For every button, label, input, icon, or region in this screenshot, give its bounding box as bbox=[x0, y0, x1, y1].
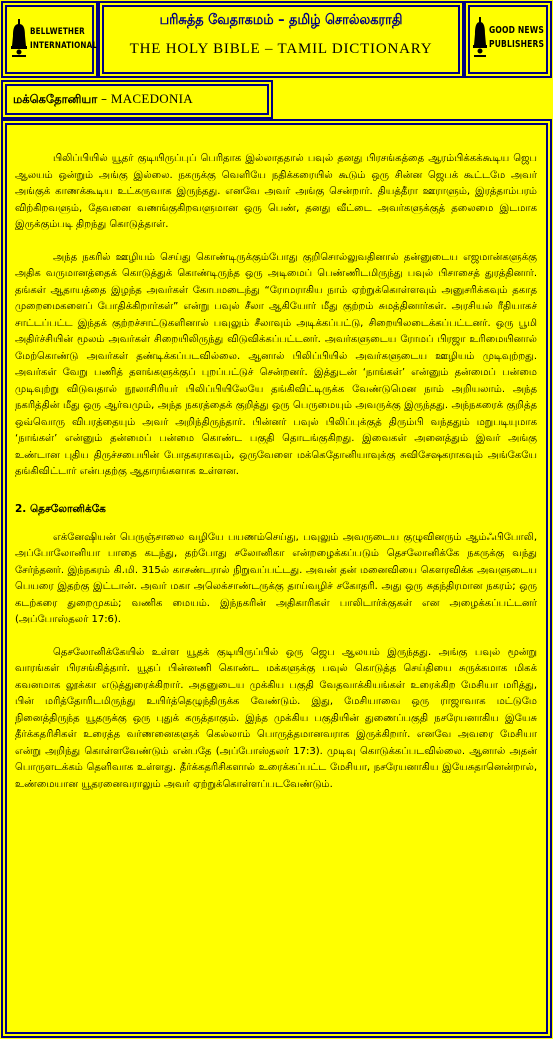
good-news-logo bbox=[472, 17, 553, 59]
entry-title bbox=[13, 91, 193, 108]
paragraph-2: அந்த நகரில் ஊழியம் செய்து கொண்டிருக்கும்போது குறிசொல்லுவதினால் தன்னுடைய எஜமான்களுக்கு அதிக வருமானத்தைக் கொடுத்துக் கொண்டிருந்த ஒரு அடிமைப் பெண்ணிடமிருந்து பவுல் பிசாசைத் துரத்தினார். தங்கள் ஆதாயத்தை இழந்த அவர்கள் கோபமடைந்து “ரோமராகிய நாம் ஏற்றுக்கொள்ளவும் அனுசரிக்கவும் தகாத முறைமைகளைப் போதிக்கிறார்கள்” என்று பவுல் சீலா ஆகியோர் மீது குற்றம் சுமத்தினார்கள். அரசியல் ரீதியாகச் சாட்டப்பட்ட இந்தக் குற்றச்சாட்டுகளினால் பவுலும் சீலாவும் அடிக்கப்பட்டு, சிறையிலடைக்கப்பட்டனர். ஒரு பூமி அதிர்ச்சியின் மூலம் அவர்கள் சிறையிலிருந்து விடுவிக்கப்பட்டனர். அவர்களுடைய ரோமப் பிரஜா உரிமையினால் மேற்கொண்டு அவர்கள் தண்டிக்கப்படவில்லை. ஆனால் பிலிப்பியில் அவர்களுடைய ஊழியம் முடிவுற்றது. அவர்கள் வேறு பணித் தளங்களுக்குப் புறப்பட்டுச் சென்றனர். இத்துடன் ‘நாங்கள்’ என்னும் தன்மைப் பன்மை முடிவுற்று விடுவதால் நூலாசிரியர் பிலிப்பியிலேயே தங்கிவிட்டிருக்க வேண்டுமென நாம் அறியலாம். அந்த நகரித்தின் மீது ஒரு ஆர்வமும், அந்த நகரத்தைக் குறித்து ஒரு பெருமையும் அவருக்கு இருந்தது. அந்நகரைக் குறித்த ஒவ்வொரு விபரத்தையும் அவர் அறிந்திருந்தார். பின்னர் பவுல் பிலிப்புக்குத் திரும்பி வந்ததும் மறுபடியுமாக ‘நாங்கள்’ என்னும் தன்மைப் பன்மை கொண்ட பகுதி தொடங்குகிறது. இவைகள் அனைத்தும் இவர் அங்கு உண்டான புதிய திருச்சபையின் போதகராகவும், ஒருவேளை மக்கெதோனியாவுக்கு சுவிசேஷகராகவும் அங்கேயே தங்கிவிட்டார் என்பதற்கு ஆதாரங்களாக உள்ளன. bbox=[15, 251, 537, 477]
bellwether-bell-icon bbox=[10, 19, 28, 59]
good-news-bell-icon bbox=[472, 17, 488, 59]
entry-title-box bbox=[1, 80, 273, 119]
paragraph-4: தெசலோனிக்கேயில் உள்ள யூதக் குடியிருப்பில் ஒரு ஜெப ஆலயம் இருந்தது. அங்கு பவுல் மூன்று வாரங்கள் பிரசங்கித்தார். யூதப் பின்னணி கொண்ட மக்களுக்கு பவுல் கொடுத்த செய்தியை சுருக்கமாக மிகக் கவனமாக லூக்கா எடுத்துரைக்கிறார். அதனுடைய முக்கிய பகுதி வேதவாக்கியங்கள் உரைக்கிற மேசியா மரித்து, பின் மரித்தோரிடமிருந்து உயிர்த்தெழுந்திருக்க வேண்டும். இது, மேசியாவை ஒரு ராஜாவாக மட்டுமே நினைத்திருந்த யூதருக்கு ஒரு புதுக் கருத்தாகும். இந்த முக்கிய பகுதியின் துணைப்பகுதி நசரேயனாகிய இயேசு தீர்க்கதரிசிகள் உரைத்த வர்ணனைகளுக் கெல்லாம் பொருத்தமானவராக இருக்கிறார். எனவே அவரை மேசியா என்று அறிந்து கொள்ளவேண்டும் என்பதே (அப்போஸ்தலர் 17:3). முடிவு கொடுக்கப்படவில்லை. ஆனால் அதன் பொருளடக்கம் தெளிவாக உள்ளது. தீர்க்கதரிசிகளால் உரைக்கப்பட்ட மேசியா, நசரேயனாகிய இயேசுதானென்றால், உண்மையான யூதரனைவராலும் அவர் ஏற்றுக்கொள்ளப்படவேண்டும். bbox=[15, 646, 537, 790]
entry-title-tamil: மக்கெதோனியா bbox=[13, 92, 98, 106]
section-heading-thessalonica: 2. தெசலோனிக்கே bbox=[15, 502, 106, 515]
entry-title-separator: – bbox=[97, 92, 111, 106]
title-box bbox=[98, 1, 464, 78]
title-tamil: பரிசுத்த வேதாகமம் – தமிழ் சொல்லகராதி bbox=[159, 12, 403, 28]
content-box bbox=[1, 119, 552, 1038]
paragraph-3: எக்னேஷியன் பெருஞ்சாலை வழியே பயணம்செய்து, பவுலும் அவருடைய குழுவினரும் ஆம்ஃபிபோலி, அப்போலோனியா பாதை கடந்து, தற்போது சலோனிகா என்றழைக்கப்படும் தெசலோனிக்கே நகருக்கு வந்து சேர்ந்தனர். இந்நகரம் கி.மி. 315ல் காசண்டரால் நிறுவப்பட்டது. அவன் தன் மனைவியை கௌரவிக்க அவளுடைய பெயரை இதற்கு இட்டான். அவர் மகா அலெக்சாண்டருக்கு தாய்வழிச் சகோதரி. அது ஒரு சுதந்திரமான நகரம்; ஒரு கடற்கரை துறைமுகம்; வணிக மையம். இந்நகரின் அதிகாரிகள் பாலிடார்க்குகள் என அழைக்கப்பட்டனர் (அப்போஸ்தலர் 17:6). bbox=[15, 531, 537, 625]
bellwether-logo-line2: INTERNATIONAL bbox=[30, 41, 98, 51]
bellwether-logo-line1: BELLWETHER bbox=[30, 27, 85, 37]
title-english: THE HOLY BIBLE – TAMIL DICTIONARY bbox=[129, 41, 433, 57]
good-news-logo-box bbox=[464, 1, 552, 78]
good-news-logo-line2: PUBLISHERS bbox=[489, 39, 545, 50]
entry-title-english: MACEDONIA bbox=[110, 91, 194, 106]
good-news-logo-line1: GOOD NEWS bbox=[489, 25, 544, 36]
article-body bbox=[15, 151, 537, 793]
paragraph-1: பிலிப்பியில் யூதர் குடியிருப்புப் பெரிதாக இல்லாததால் பவுல் தனது பிரசங்கத்தை ஆரம்பிக்கக்கூடிய ஜெப ஆலயம் ஒன்றும் அங்கு இல்லை. நகருக்கு வெளியே நதிக்கரையில் கூடும் ஒரு சின்ன ஜெபக் கூட்டமே அவர் அங்குக் காணக்கூடிய உட்கருவாக இருந்தது. எனவே அவர் அங்கு சென்றார். தியத்தீரா ஊராளும், இரத்தாம்பரம் விற்கிறவளும், தேவனை வணங்குகிறவளுமான ஒரு பெண், தனது வீட்டை அவர்களுக்குத் தலைமை இடமாக இருக்கும்படி திறந்து கொடுத்தாள். bbox=[15, 153, 537, 230]
bellwether-logo-box bbox=[1, 1, 98, 78]
